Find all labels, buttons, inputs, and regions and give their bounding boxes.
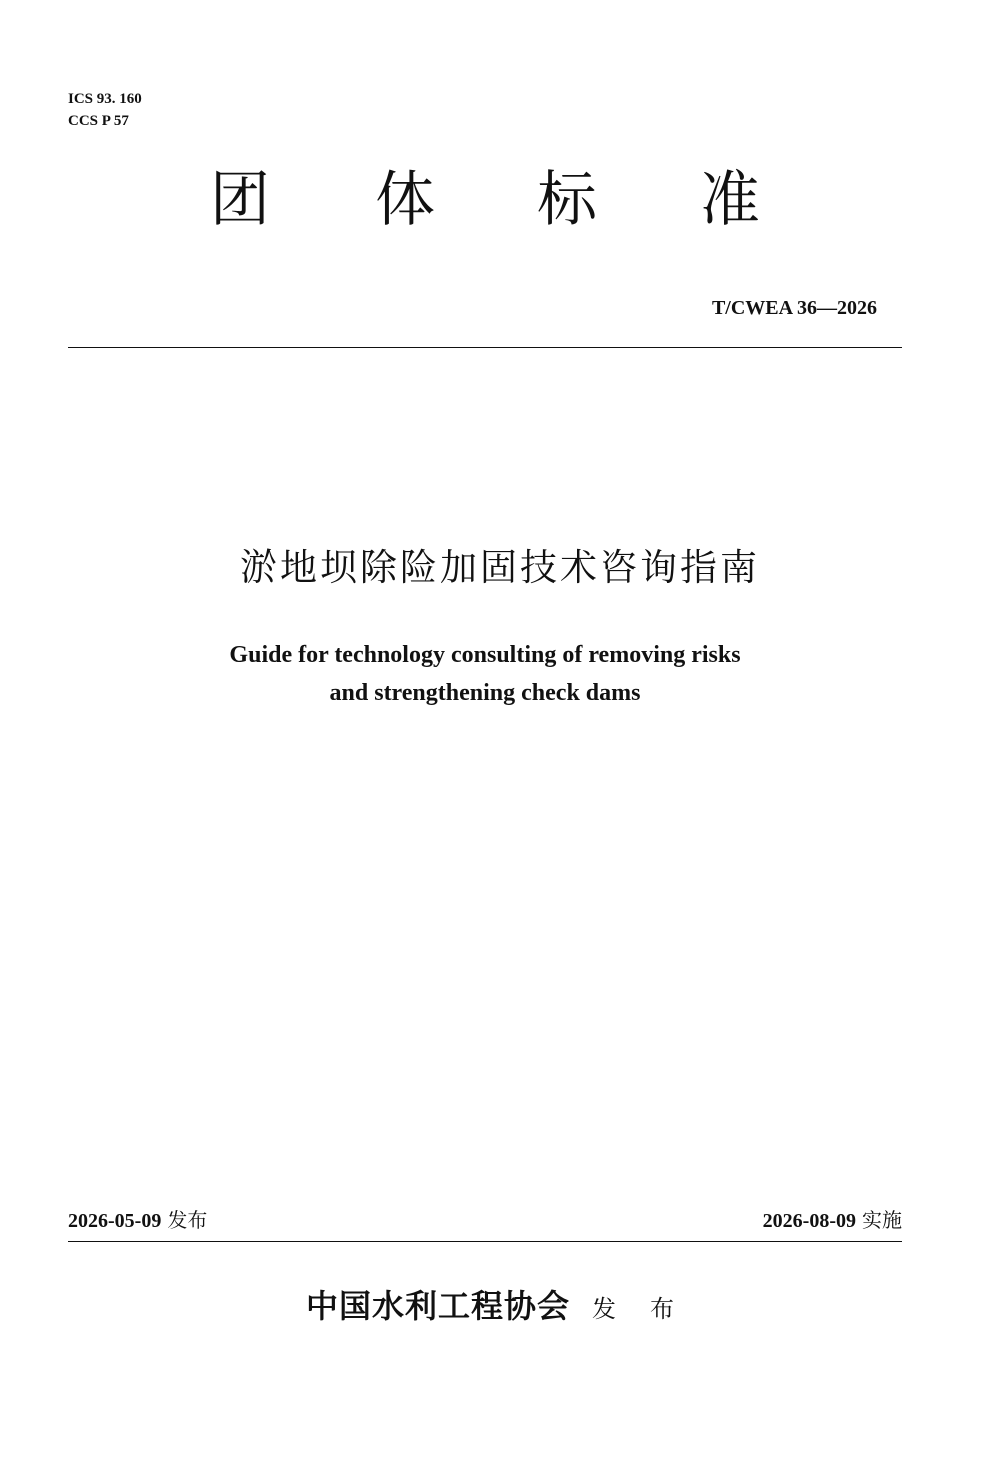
standard-number: T/CWEA 36—2026: [711, 297, 877, 319]
heading-char-1: 团: [210, 165, 270, 235]
heading-char-4: 准: [700, 165, 760, 235]
implement-label: 实施: [862, 1208, 902, 1232]
issue-date-block: [68, 1206, 207, 1235]
publisher-line: [0, 1282, 1000, 1333]
ccs-code: CCS P 57: [68, 113, 129, 129]
classification-codes: [68, 88, 142, 132]
english-title: [0, 636, 970, 712]
ics-code: ICS 93. 160: [68, 91, 142, 107]
implement-date-block: [763, 1206, 902, 1235]
issue-date: 2026-05-09: [68, 1210, 162, 1232]
heading-char-3: 标: [537, 165, 597, 235]
implement-date: 2026-08-09: [762, 1210, 856, 1232]
issue-label: 发布: [167, 1208, 208, 1232]
heading-char-2: 体: [375, 165, 435, 235]
top-divider: [68, 347, 902, 348]
publish-action-char-2: 布: [650, 1295, 674, 1323]
bottom-divider: [68, 1241, 902, 1242]
english-title-line-2: and strengthening check dams: [329, 680, 641, 706]
publisher-organization: 中国水利工程协会: [305, 1287, 570, 1325]
chinese-title: 淤地坝除险加固技术咨询指南: [240, 546, 760, 589]
publish-action-char-1: 发: [592, 1295, 616, 1323]
document-type-heading: [0, 160, 1000, 240]
publish-action: [592, 1295, 674, 1323]
english-title-line-1: Guide for technology consulting of removing risks: [229, 642, 741, 668]
